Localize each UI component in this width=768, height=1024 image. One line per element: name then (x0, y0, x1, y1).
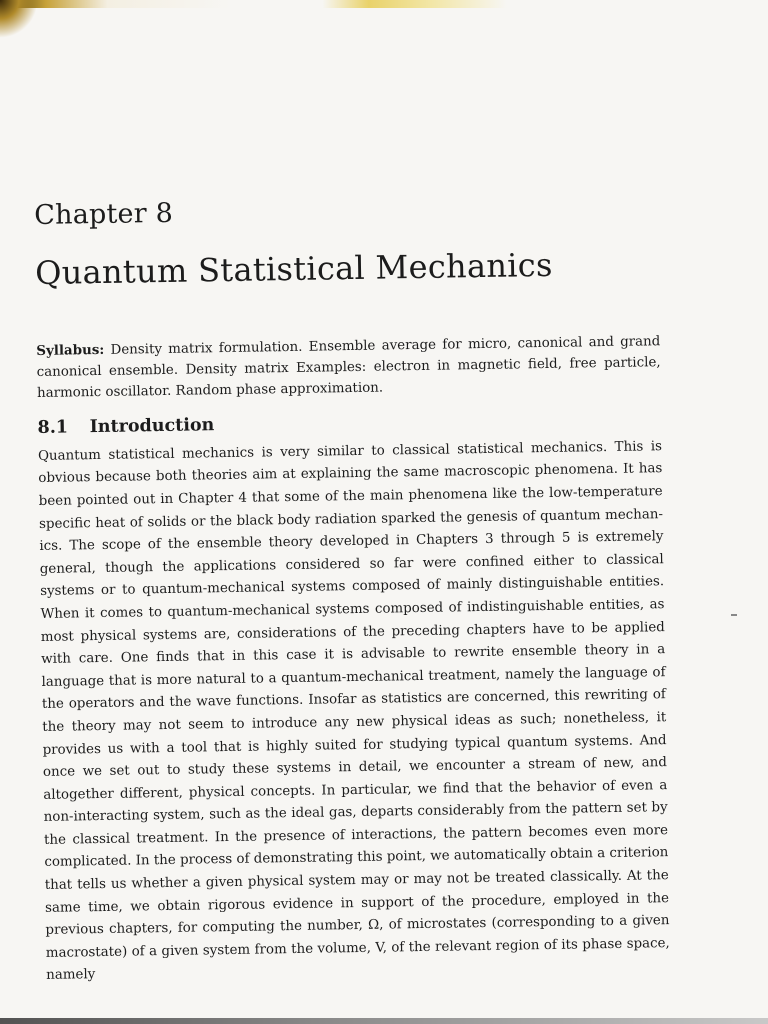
section-body: Quantum statistical mechanics is very similar to classical statistical mechanics. This is obvious because both theories aim at explaining the same macroscopic phenomena. It has been pointed out in Chapter 4 that some of the main phenomena like the low-temperature specific heat of solids or the black body radiation sparked the genesis of quantum mechanics. The scope of the ensemble theory developed in Chapters 3 through 5 is extremely general, though the applications considered so far were confined either to classical systems or to quantum-mechanical systems composed of mainly distinguishable entities. When it comes to quantum-mechanical systems composed of indistinguishable entities, as most physical systems are, considerations of the preceding chapters have to be applied with care. One finds that in this case it is advisable to rewrite ensemble theory in a language that is more natural to a quantum-mechanical treatment, namely the language of the operators and the wave functions. Insofar as statistics are concerned, this rewriting of the theory may not seem to introduce any new physical ideas as such; nonetheless, it provides us with a tool that is highly suited for studying typical quantum systems. And once we set out to study these systems in detail, we encounter a stream of new, and altogether different, physical concepts. In particular, we find that the behavior of even a non-interacting system, such as the ideal gas, departs considerably from the pattern set by the classical treatment. In the presence of interactions, the pattern becomes even more complicated. In the process of demonstrating this point, we automatically obtain a criterion that tells us whether a given physical system may or may not be treated classically. At the same time, we obtain rigorous evidence in support of the procedure, employed in the previous chapters, for computing the number, Ω, of microstates (corresponding to a given macrostate) of a given system from the volume, V, of the relevant region of its phase space, namely (37, 438, 670, 984)
photo-corner-shadow (0, 0, 36, 40)
section-title: Introduction (89, 414, 215, 437)
section-number: 8.1 (37, 417, 69, 438)
syllabus (36, 331, 661, 404)
photo-bottom-edge (0, 1018, 768, 1024)
photo-top-edge (0, 0, 768, 8)
book-page (34, 190, 671, 1001)
syllabus-label: Syllabus: (36, 341, 105, 359)
syllabus-text: Density matrix formulation. Ensemble average for micro, canonical and grand canonical ensemble. Density matrix Examples: electron in magnetic field, free particle, harmonic oscillator. Random phase approximation. (36, 333, 661, 401)
chapter-title: Quantum Statistical Mechanics (34, 246, 553, 293)
chapter-label: Chapter 8 (34, 197, 174, 231)
section-heading (37, 406, 661, 440)
margin-mark (731, 614, 737, 616)
